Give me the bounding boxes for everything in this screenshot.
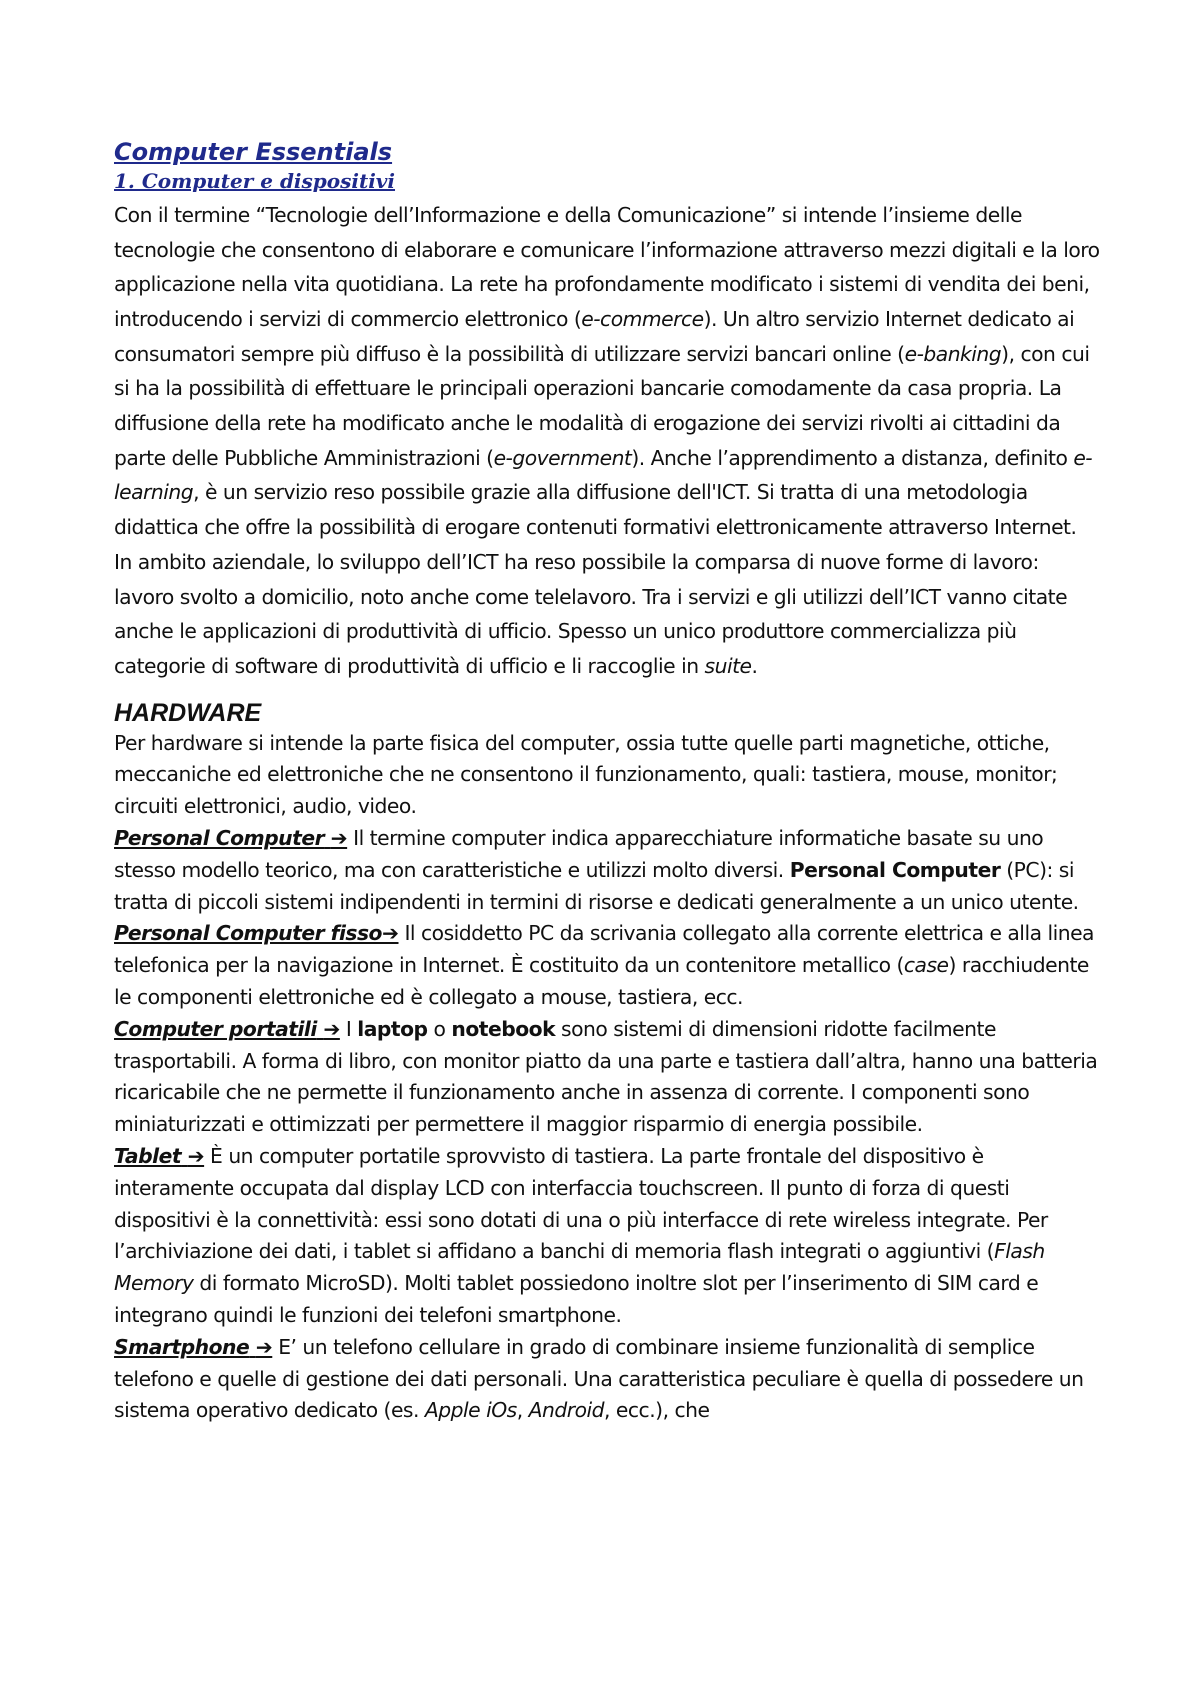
arrow-icon: ➔ [255, 1334, 273, 1359]
text-run: E’ un telefono cellulare in grado di combinare insieme funzionalità di semplice telefono e quelle di gestione dei dati personali. Una caratteristica peculiare è quella di possedere un sistema operativo dedicato (es. [114, 1334, 1084, 1423]
text-run: o [427, 1016, 452, 1041]
text-run: I [339, 1016, 358, 1041]
term-ecommerce: e-commerce [581, 306, 704, 331]
term-personal-computer: Personal Computer [789, 857, 1001, 882]
text-run: , ecc.), che [604, 1398, 710, 1423]
arrow-icon: ➔ [382, 921, 399, 946]
term-case: case [903, 953, 949, 978]
arrow-icon: ➔ [187, 1144, 205, 1168]
term-flash-memory: Flash Memory [114, 1239, 1045, 1296]
text-run: ) racchiudente le componenti elettroniche ed è collegato a mouse, tastiera, ecc. [114, 953, 1089, 1010]
text-run: ). Un altro servizio Internet dedicato ai consumatori sempre più diffuso è la possibilità di utilizzare servizi bancari online ( [114, 306, 1075, 366]
hardware-heading: HARDWARE [114, 698, 262, 727]
label-smartphone: Smartphone ➔ [114, 1334, 273, 1359]
label-tablet: Tablet ➔ [114, 1144, 205, 1168]
term-suite: suite [704, 653, 752, 678]
arrow-icon: ➔ [323, 1016, 340, 1041]
text-run: ), con cui si ha la possibilità di effettuare le principali operazioni bancarie comodamente da casa propria. La diffusione della rete ha modificato anche le modalità di erogazione dei servizi rivolti ai cittadini da parte delle Pubbliche Amministrazioni ( [114, 341, 1090, 470]
entry-tablet [114, 1141, 1100, 1332]
entry-smartphone [114, 1332, 1100, 1427]
section1-paragraph [114, 198, 1100, 684]
label-computer-portatili: Computer portatili ➔ [114, 1016, 340, 1041]
term-android: Android [528, 1398, 605, 1423]
text-run: di formato MicroSD). Molti tablet possiedono inoltre slot per l’inserimento di SIM card e integrano quindi le funzioni dei telefoni smartphone. [114, 1271, 1039, 1327]
text-run: ). Anche l’apprendimento a distanza, definito [631, 445, 1074, 470]
term-ebanking: e-banking [904, 341, 1002, 366]
entry-personal-computer [114, 823, 1100, 918]
arrow-icon: ➔ [330, 826, 348, 851]
term-egovernment: e-government [493, 445, 632, 470]
text-run: . [751, 653, 758, 678]
term-elearning: e-learning [114, 445, 1093, 505]
entry-personal-computer-fisso [114, 918, 1100, 1013]
term-laptop: laptop [357, 1016, 428, 1041]
text-run: È un computer portatile sprovvisto di tastiera. La parte frontale del dispositivo è interamente occupata dal display LCD con interfaccia touchscreen. Il punto di forza di questi dispositivi è la connettività: essi sono dotati di una o più interfacce di rete wireless integrate. Per l’archiviazione dei dati, i tablet si affidano a banchi di memoria flash integrati o aggiuntivi ( [114, 1144, 1048, 1264]
text-run: , è un servizio reso possibile grazie alla diffusione dell'ICT. Si tratta di una metodologia didattica che offre la possibilità di erogare contenuti formativi elettronicamente attraverso Internet. In ambito aziendale, lo sviluppo dell’ICT ha reso possibile la comparsa di nuove forme di lavoro: lavoro svolto a domicilio, noto anche come telelavoro. Tra i servizi e gli utilizzi dell’ICT vanno citate anche le applicazioni di produttività di ufficio. Spesso un unico produttore commercializza più categorie di software di produttività di ufficio e li raccoglie in [114, 480, 1077, 678]
term-apple-ios: Apple iOs [424, 1398, 517, 1423]
term-notebook: notebook [451, 1016, 556, 1041]
text-run: Il cosiddetto PC da scrivania collegato alla corrente elettrica e alla linea telefonica per la navigazione in Internet. È costituito da un contenitore metallico ( [114, 921, 1094, 978]
section-heading-computer-dispositivi: 1. Computer e dispositivi [114, 168, 396, 193]
text-run: Il termine computer indica apparecchiature informatiche basate su uno stesso modello teorico, ma con caratteristiche e utilizzi molto diversi. [114, 826, 1044, 882]
label-personal-computer: Personal Computer ➔ [114, 826, 348, 851]
entry-computer-portatili [114, 1014, 1100, 1141]
text-run: (PC): si tratta di piccoli sistemi indipendenti in termini di risorse e dedicati generalmente a un unico utente. [114, 857, 1079, 914]
document-title: Computer Essentials [114, 138, 393, 166]
text-run: , [516, 1398, 529, 1423]
label-personal-computer-fisso: Personal Computer fisso➔ [114, 921, 399, 946]
hardware-intro: Per hardware si intende la parte fisica del computer, ossia tutte quelle parti magnetiche, ottiche, meccaniche ed elettroniche che ne consentono il funzionamento, quali: tastiera, mouse, monitor; circuiti elettronici, audio, video. [114, 730, 1058, 819]
text-run: sono sistemi di dimensioni ridotte facilmente trasportabili. A forma di libro, con monitor piatto da una parte e tastiera dall’altra, hanno una batteria ricaricabile che ne permette il funzionamento anche in assenza di corrente. I componenti sono miniaturizzati e ottimizzati per permettere il maggior risparmio di energia possibile. [114, 1016, 1098, 1137]
text-run: Con il termine “Tecnologie dell’Informazione e della Comunicazione” si intende l’insieme delle tecnologie che consentono di elaborare e comunicare l’informazione attraverso mezzi digitali e la loro applicazione nella vita quotidiana. La rete ha profondamente modificato i sistemi di vendita dei beni, introducendo i servizi di commercio elettronico ( [114, 202, 1100, 331]
